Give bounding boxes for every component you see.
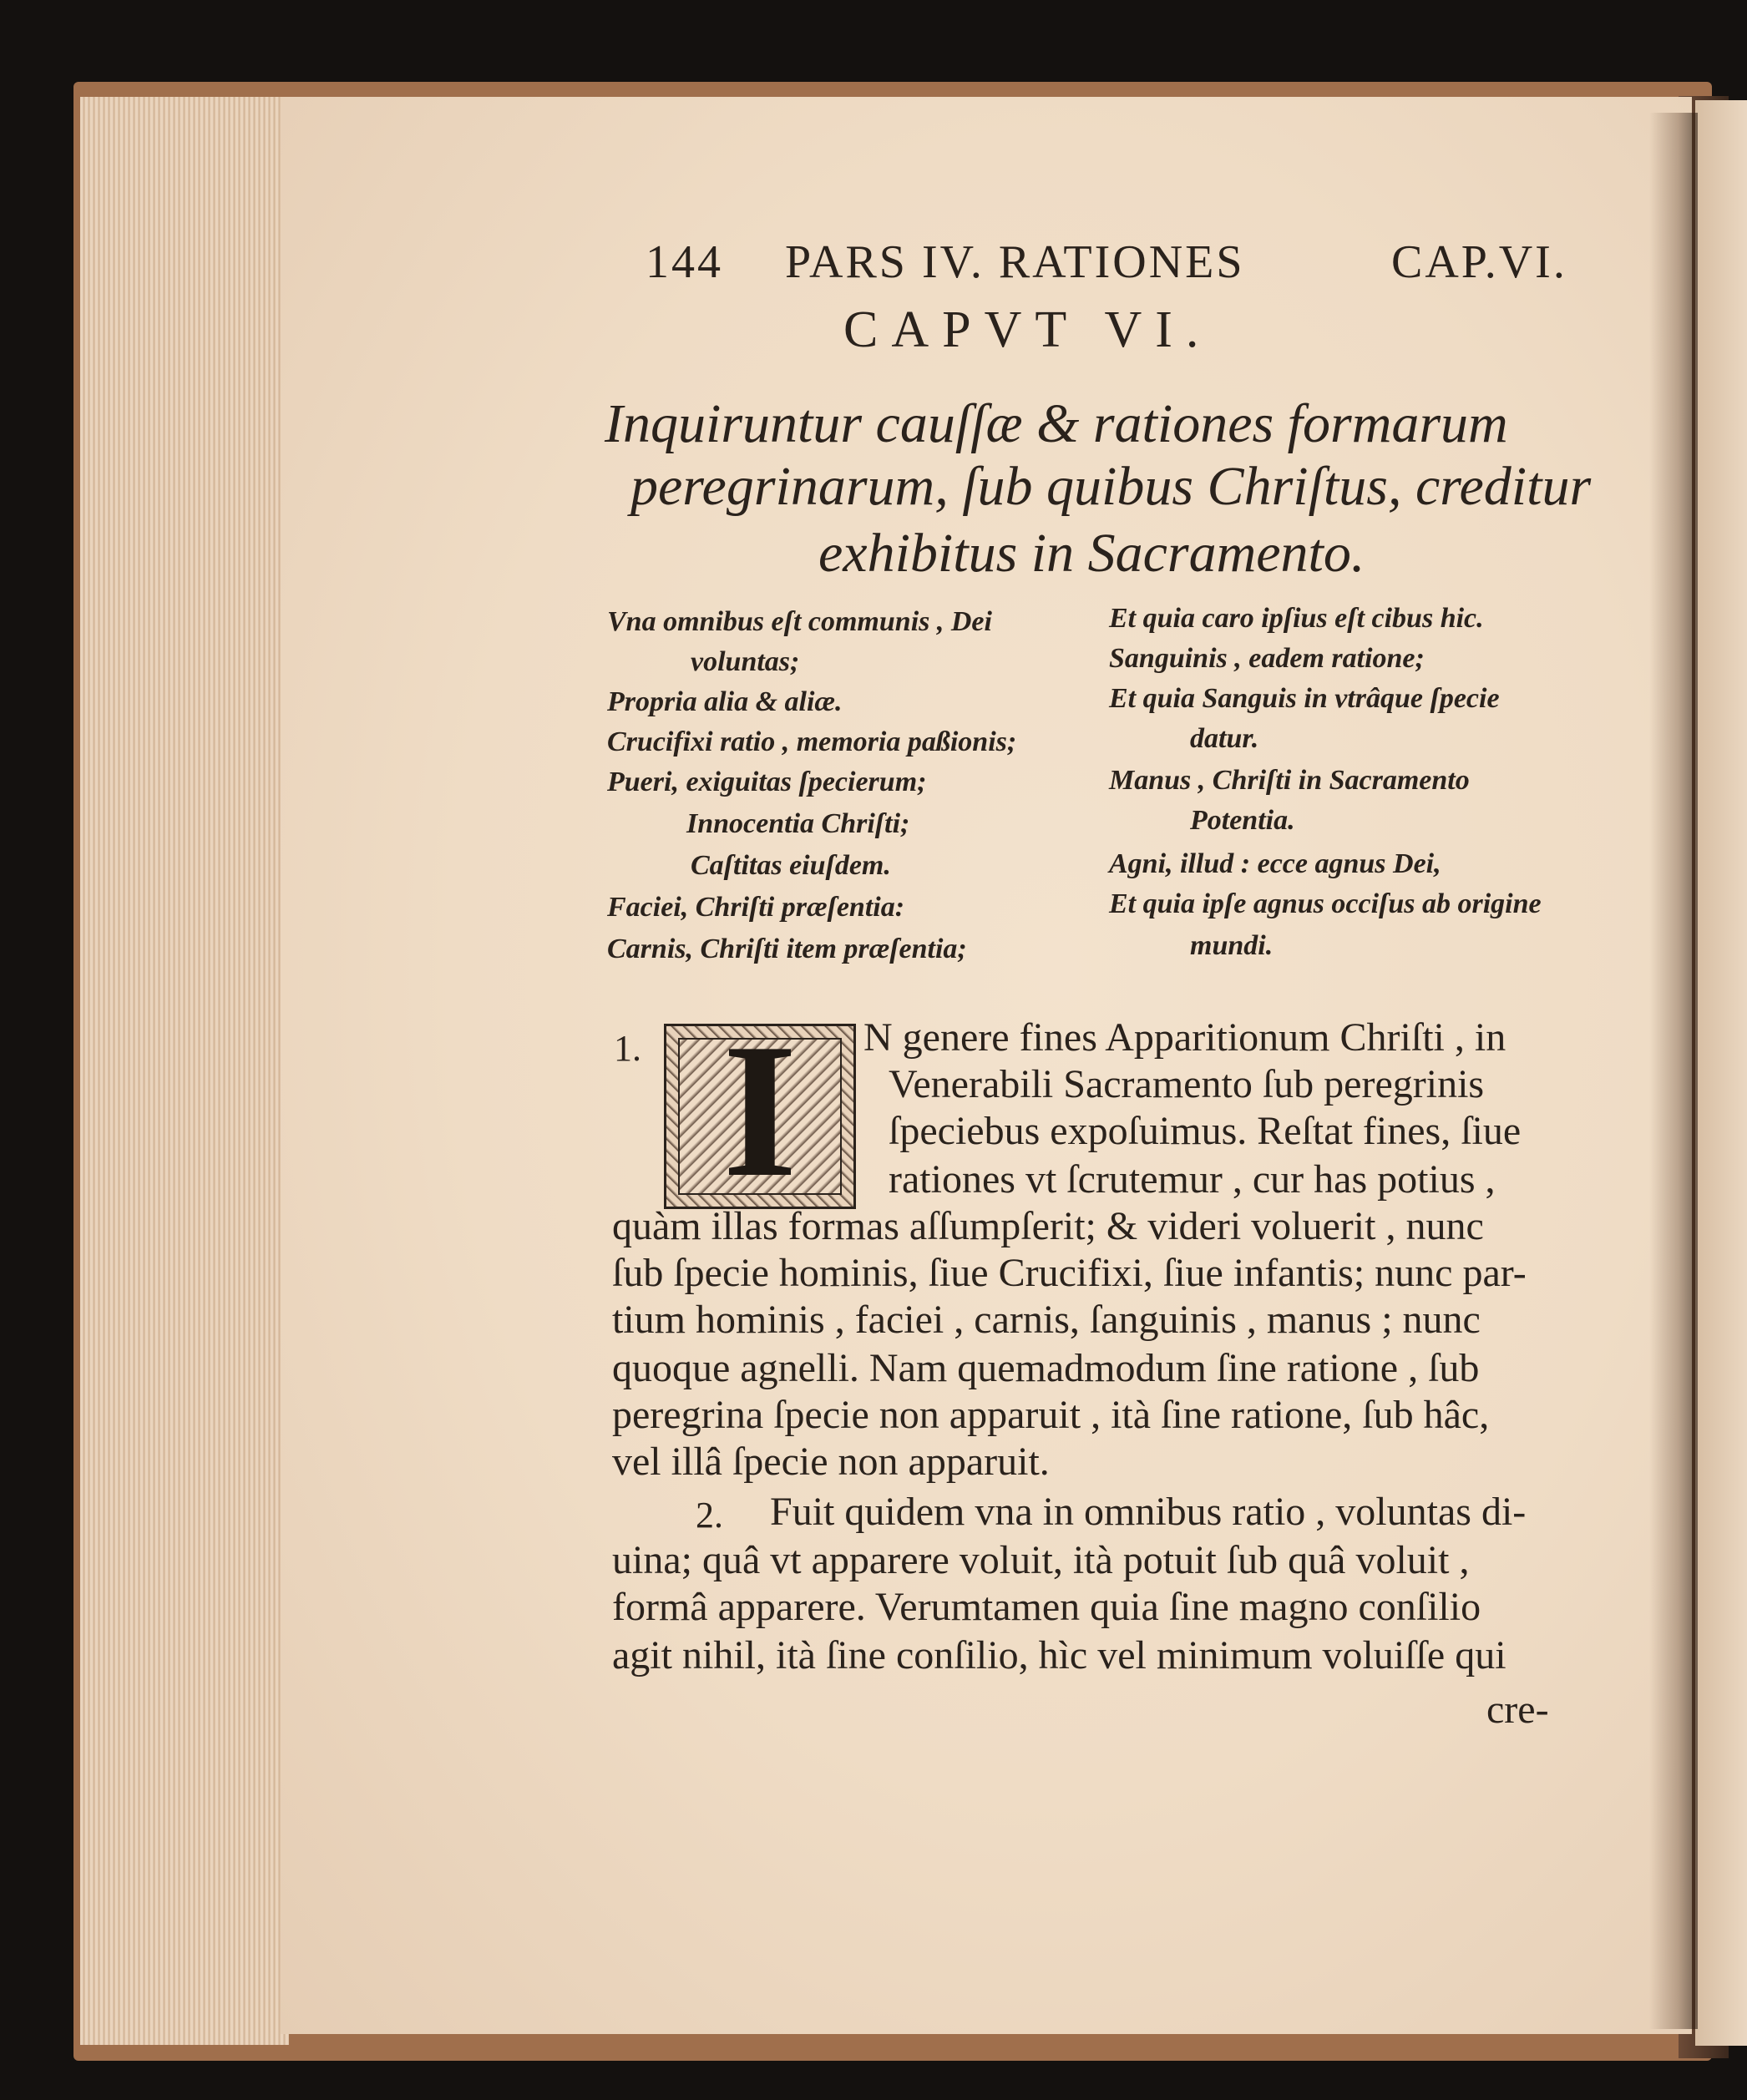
summary-right-line: Et quia caro ipſius eſt cibus hic. [1109, 603, 1484, 634]
chapter-title-line: peregrinarum, ſub quibus Chriſtus, creditur [630, 456, 1592, 517]
body-text-line: vel illâ ſpecie non apparuit. [612, 1440, 1050, 1484]
page-gutter-shadow [1649, 113, 1698, 2029]
initial-letter: I [722, 1004, 798, 1217]
body-text-line: rationes vt ſcrutemur , cur has potius , [889, 1157, 1496, 1202]
body-text-line: tium hominis , faciei , carnis, ſanguinis , manus ; nunc [612, 1298, 1481, 1342]
body-text-line: N genere fines Apparitionum Chriſti , in [863, 1015, 1506, 1060]
summary-left-line: voluntas; [691, 646, 800, 677]
chapter-reference: CAP.VI. [1391, 236, 1567, 288]
body-text-line: formâ apparere. Verumtamen quia ſine magno conſilio [612, 1585, 1481, 1629]
catchword: cre- [1486, 1688, 1549, 1732]
summary-right-line: Sanguinis , eadem ratione; [1109, 643, 1425, 674]
summary-right-line: Et quia ipſe agnus occiſus ab origine [1109, 888, 1542, 919]
summary-left-line: Faciei, Chriſti præſentia: [607, 892, 905, 923]
body-text-line: ſub ſpecie hominis, ſiue Crucifixi, ſiue infantis; nunc par- [612, 1251, 1527, 1295]
summary-left-line: Vna omnibus eſt communis , Dei [607, 606, 992, 637]
summary-right-line: datur. [1190, 723, 1259, 754]
summary-left-line: Innocentia Chriſti; [686, 808, 910, 839]
page-number: 144 [646, 236, 723, 288]
summary-right-line: Potentia. [1190, 805, 1295, 836]
body-text-line: quàm illas formas aſſumpſerit; & videri voluerit , nunc [612, 1204, 1484, 1248]
body-text-line: agit nihil, ità ſine conſilio, hìc vel minimum voluiſſe qui [612, 1633, 1506, 1677]
body-text-line: Fuit quidem vna in omnibus ratio , voluntas di- [770, 1490, 1527, 1534]
paragraph-number: 1. [614, 1028, 641, 1069]
running-title: PARS IV. RATIONES [785, 236, 1245, 288]
chapter-title-line: exhibitus in Sacramento. [818, 523, 1365, 584]
decorated-initial [664, 1004, 856, 1217]
summary-right-line: Et quia Sanguis in vtrâque ſpecie [1109, 683, 1500, 714]
summary-left-line: Propria alia & aliæ. [607, 686, 843, 717]
body-text-line: quoque agnelli. Nam quemadmodum ſine ratione , ſub [612, 1346, 1480, 1390]
summary-right-line: Agni, illud : ecce agnus Dei, [1109, 848, 1441, 879]
body-text-line: uina; quâ vt apparere voluit, ità potuit ſub quâ voluit , [612, 1538, 1470, 1582]
summary-left-line: Pueri, exiguitas ſpecierum; [607, 767, 927, 797]
body-text-line: peregrina ſpecie non apparuit , ità ſine ratione, ſub hâc, [612, 1393, 1490, 1437]
chapter-title-line: Inquiruntur cauſſæ & rationes formarum [605, 393, 1508, 454]
summary-right-line: mundi. [1190, 930, 1274, 961]
summary-left-line: Caſtitas eiuſdem. [691, 850, 891, 881]
page-edges [80, 97, 289, 2045]
summary-right-line: Manus , Chriſti in Sacramento [1109, 765, 1470, 796]
facing-page-edge [1695, 100, 1747, 2046]
summary-left-line: Carnis, Chriſti item præſentia; [607, 934, 967, 964]
body-text-line: Venerabili Sacramento ſub peregrinis [889, 1062, 1485, 1106]
chapter-heading: CAPVT VI. [843, 301, 1213, 358]
paragraph-number: 2. [696, 1495, 723, 1536]
body-text-line: ſpeciebus expoſuimus. Reſtat fines, ſiue [889, 1109, 1522, 1153]
summary-left-line: Crucifixi ratio , memoria paßionis; [607, 726, 1017, 757]
